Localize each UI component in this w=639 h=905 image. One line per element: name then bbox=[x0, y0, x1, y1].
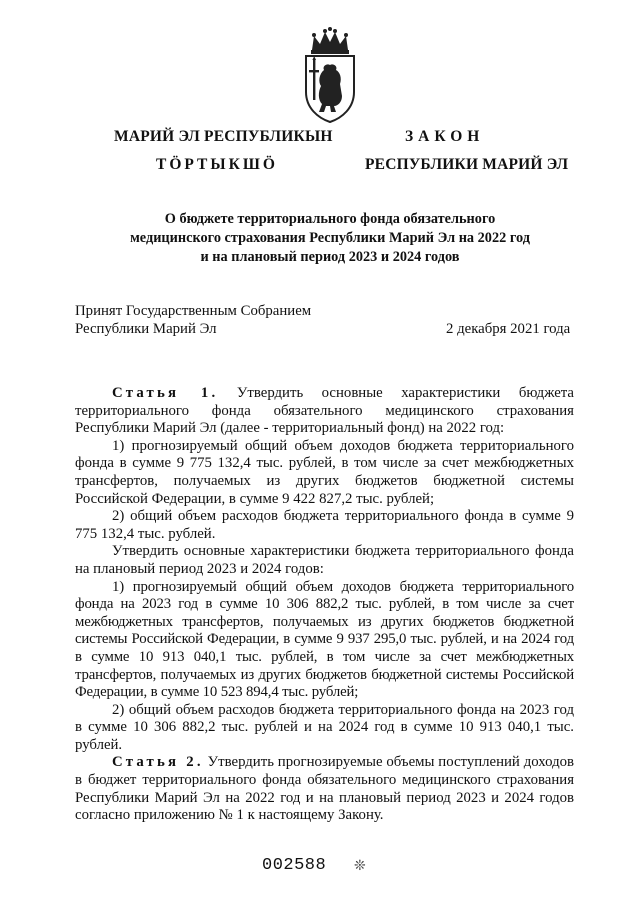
article-2-text: Утвердить прогнозируемые объемы поступлений доходов в бюджет территориального фонда обязательного медицинского страхования Республики Марий Эл на 2022 год и на плановый период 2023 и 2024 годов согласно приложению № 1 к настоящему Закону. bbox=[75, 754, 574, 824]
paragraph: 2) общий объем расходов бюджета территориального фонда на 2023 год в сумме 10 306 882,2 тыс. рублей и на 2024 год в сумме 10 913 040,1 тыс. рублей. bbox=[75, 701, 574, 753]
paragraph: Утвердить основные характеристики бюджета территориального фонда на плановый период 2023 и 2024 годов: bbox=[75, 543, 574, 577]
article-2-paragraph bbox=[75, 754, 574, 824]
header-left-line2: ТӦРТЫКШӦ bbox=[156, 156, 278, 173]
header-right-line1: ЗАКОН bbox=[405, 128, 485, 145]
law-title bbox=[80, 210, 580, 267]
coat-of-arms-icon bbox=[300, 26, 360, 124]
title-line: О бюджете территориального фонда обязательного bbox=[164, 211, 496, 227]
adoption-date: 2 декабря 2021 года bbox=[446, 321, 571, 337]
adoption-line: Принят Государственным Собранием bbox=[75, 303, 312, 319]
paragraph: 1) прогнозируемый общий объем доходов бюджета территориального фонда на 2023 год в сумме 10 306 882,2 тыс. рублей, в том числе за счет межбюджетных трансфертов, получаемых из других бюджетов бюджетной системы Российской Федерации, в сумме 9 937 295,0 тыс. рублей, и на 2024 год в сумме 10 913 040,1 тыс. рублей, в том числе за счет межбюджетных трансфертов, получаемых из других бюджетов бюджетной системы Российской Федерации, в сумме 10 523 894,4 тыс. рублей; bbox=[75, 578, 574, 701]
asterisk-mark-icon: ❊ bbox=[354, 858, 366, 874]
title-line: и на плановый период 2023 и 2024 годов bbox=[200, 249, 460, 265]
title-line: медицинского страхования Республики Марий Эл на 2022 год bbox=[130, 230, 530, 246]
article-2-label: Статья 2. bbox=[112, 754, 204, 771]
paragraph: 1) прогнозируемый общий объем доходов бюджета территориального фонда в сумме 9 775 132,4 тыс. рублей, в том числе за счет межбюджетных трансфертов, получаемых из других бюджетов бюджетной системы Российской Федерации, в сумме 9 422 827,2 тыс. рублей; bbox=[75, 437, 574, 507]
adoption-line: Республики Марий Эл bbox=[75, 321, 217, 337]
paragraph: 2) общий объем расходов бюджета территориального фонда в сумме 9 775 132,4 тыс. рублей. bbox=[75, 508, 574, 542]
law-body bbox=[75, 385, 574, 825]
article-1-label: Статья 1. bbox=[112, 385, 219, 401]
document-number: 002588 bbox=[262, 856, 327, 875]
article-1-paragraph bbox=[75, 385, 574, 438]
header-right-line2: РЕСПУБЛИКИ МАРИЙ ЭЛ bbox=[365, 156, 569, 173]
adoption-note bbox=[75, 302, 311, 338]
article-1-intro: Утвердить основные характеристики бюджета территориального фонда обязательного медицинского страхования Республики Марий Эл (далее - территориальный фонд) на 2022 год: bbox=[75, 385, 575, 437]
header-left-line1: МАРИЙ ЭЛ РЕСПУБЛИКЫН bbox=[114, 128, 333, 145]
